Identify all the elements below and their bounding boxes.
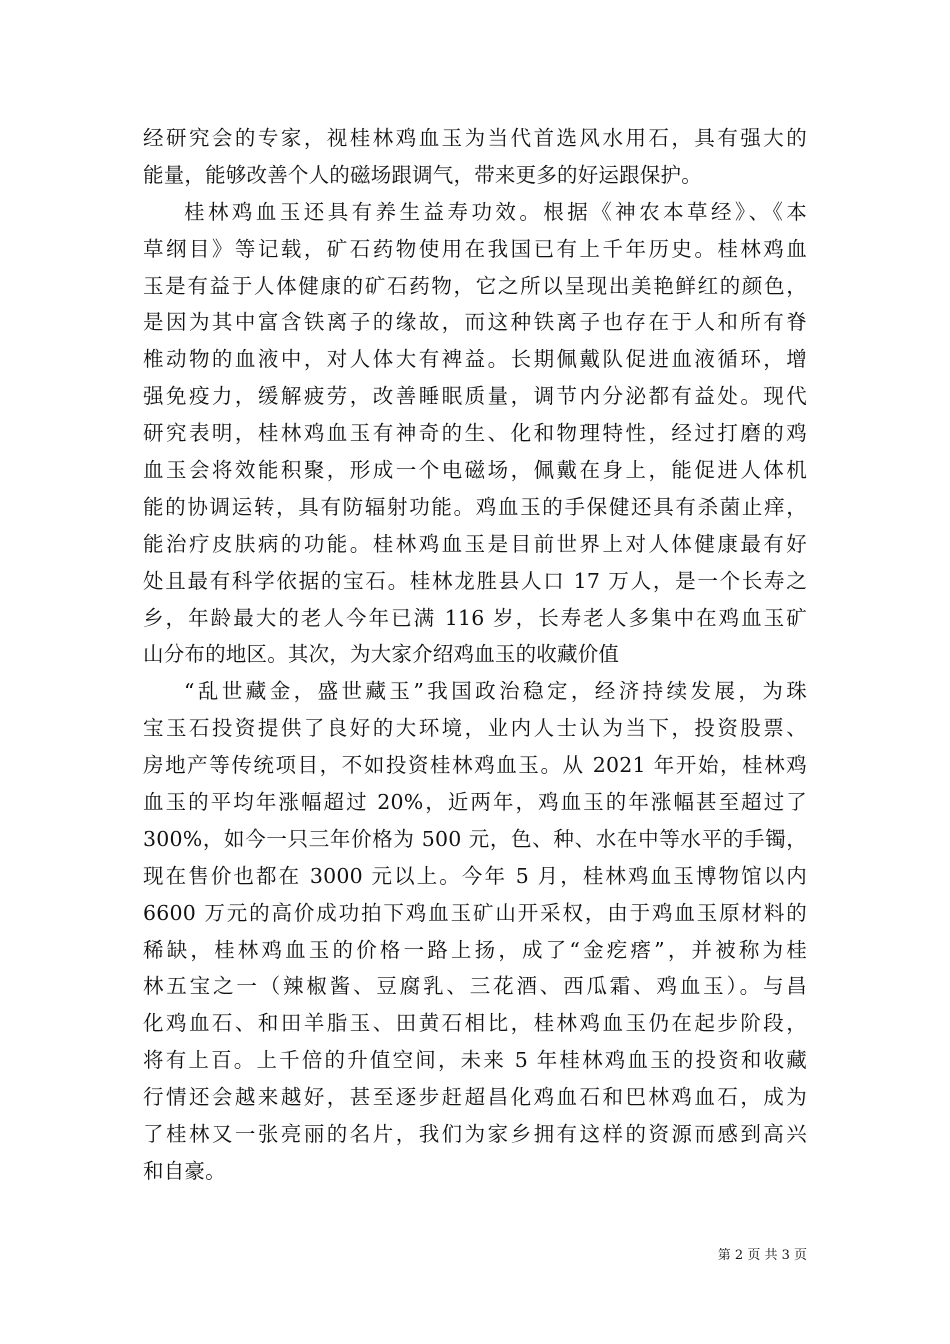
paragraph-start-line: 桂林鸡血玉还具有养生益寿功效。根据《神农本草经》、《本 [184,199,807,224]
text-line: 是因为其中富含铁离子的缘故，而这种铁离子也存在于人和所有脊 [143,310,807,335]
text-line: 稀缺，桂林鸡血玉的价格一路上扬，成了“金疙瘩”，并被称为桂 [143,937,807,962]
text-line: 处且最有科学依据的宝石。桂林龙胜县人口 17 万人，是一个长寿之 [143,568,807,593]
text-line: 能的协调运转，具有防辐射功能。鸡血玉的手保健还具有杀菌止痒， [143,494,807,519]
text-line: 6600 万元的高价成功拍下鸡血玉矿山开采权，由于鸡血玉原材料的 [143,900,807,925]
text-line: 玉是有益于人体健康的矿石药物，它之所以呈现出美艳鲜红的颜色， [143,273,807,298]
text-line: 宝玉石投资提供了良好的大环境，业内人士认为当下，投资股票、 [143,716,807,741]
text-line: 能治疗皮肤病的功能。桂林鸡血玉是目前世界上对人体健康最有好 [143,531,807,556]
text-line: 和自豪。 [143,1158,226,1183]
text-line: 行情还会越来越好，甚至逐步赶超昌化鸡血石和巴林鸡血石，成为 [143,1085,807,1110]
text-line: 血玉会将效能积聚，形成一个电磁场，佩戴在身上，能促进人体机 [143,458,807,483]
text-line: 300%，如今一只三年价格为 500 元，色、种、水在中等水平的手镯， [143,826,807,851]
text-line: 将有上百。上千倍的升值空间，未来 5 年桂林鸡血玉的投资和收藏 [143,1048,807,1073]
text-line: 强免疫力，缓解疲劳，改善睡眠质量，调节内分泌都有益处。现代 [143,384,807,409]
text-line: 房地产等传统项目，不如投资桂林鸡血玉。从 2021 年开始，桂林鸡 [143,753,807,778]
text-line: 血玉的平均年涨幅超过 20%，近两年，鸡血玉的年涨幅甚至超过了 [143,790,807,815]
text-line: 现在售价也都在 3000 元以上。今年 5 月，桂林鸡血玉博物馆以内 [143,863,807,888]
text-line: 了桂林又一张亮丽的名片，我们为家乡拥有这样的资源而感到高兴 [143,1122,807,1147]
text-line: 椎动物的血液中，对人体大有裨益。长期佩戴队促进血液循环，增 [143,347,807,372]
text-line: 乡，年龄最大的老人今年已满 116 岁，长寿老人多集中在鸡血玉矿 [143,605,807,630]
text-line: 山分布的地区。其次，为大家介绍鸡血玉的收藏价值 [143,642,620,667]
text-line: 草纲目》等记载，矿石药物使用在我国已有上千年历史。桂林鸡血 [143,236,807,261]
text-line: 经研究会的专家，视桂林鸡血玉为当代首选风水用石，具有强大的 [143,126,807,150]
text-line: 能量，能够改善个人的磁场跟调气，带来更多的好运跟保护。 [143,162,702,187]
document-body [143,120,807,1190]
text-line: 林五宝之一（辣椒酱、豆腐乳、三花酒、西瓜霜、鸡血玉）。与昌 [143,974,807,999]
text-line: 研究表明，桂林鸡血玉有神奇的生、化和物理特性，经过打磨的鸡 [143,421,807,446]
paragraph-start-line: “乱世藏金，盛世藏玉”我国政治稳定，经济持续发展，为珠 [184,679,807,704]
text-line: 化鸡血石、和田羊脂玉、田黄石相比，桂林鸡血玉仍在起步阶段， [143,1011,807,1036]
page-number-footer: 第 2 页 共 3 页 [717,1248,807,1263]
